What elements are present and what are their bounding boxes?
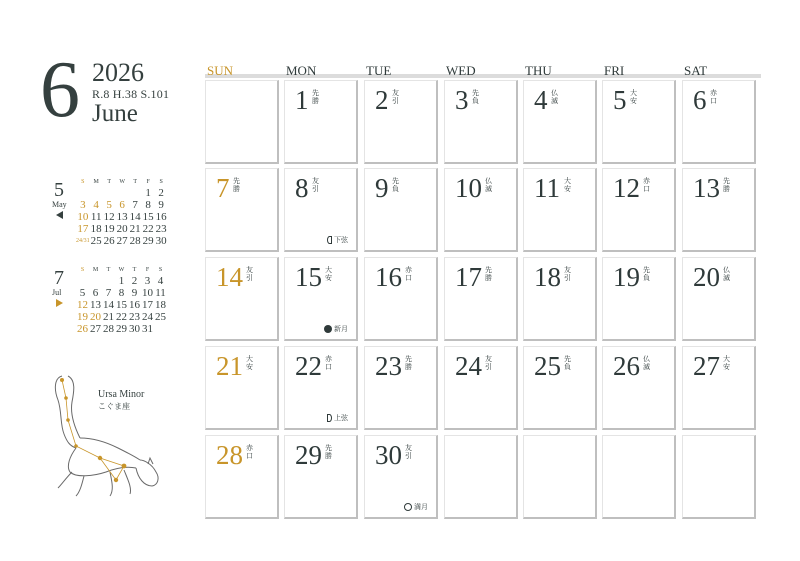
- day-cell-27[interactable]: [682, 346, 756, 430]
- mini-day: 17: [142, 299, 153, 311]
- day-number: 3: [455, 85, 469, 115]
- day-cell-4[interactable]: [523, 80, 597, 164]
- rokuyo-label: 赤口: [405, 266, 412, 282]
- mini-day: 29: [142, 235, 154, 247]
- mini-day: 25: [155, 311, 166, 323]
- mini-weekday-label: F: [146, 179, 150, 185]
- mini-weekday-label: M: [93, 179, 99, 185]
- triangle-left-icon: [56, 211, 63, 219]
- mini-day: 28: [129, 235, 141, 247]
- rokuyo-label: 先勝: [723, 177, 730, 193]
- day-cell-17[interactable]: [444, 257, 518, 341]
- mini-day: 11: [155, 287, 166, 299]
- rokuyo-label: 友引: [312, 177, 319, 193]
- mini-day: 3: [80, 199, 86, 211]
- day-cell-7[interactable]: [205, 168, 279, 252]
- rokuyo-label: 先勝: [325, 444, 332, 460]
- mini-day: 26: [77, 323, 88, 335]
- mini-day: 30: [155, 235, 167, 247]
- mini-day: 21: [103, 311, 114, 323]
- mini-day: 12: [103, 211, 115, 223]
- day-cell-30[interactable]: [364, 435, 438, 519]
- mini-day: 1: [118, 275, 125, 287]
- mini-day: 22: [142, 223, 154, 235]
- day-cell-8[interactable]: [284, 168, 358, 252]
- mini-day: [154, 323, 167, 335]
- day-number: 8: [295, 173, 309, 203]
- mini-weekday-label: T: [106, 267, 111, 273]
- day-cell-6[interactable]: [682, 80, 756, 164]
- mini-weekday-label: S: [159, 179, 163, 185]
- mini-day: 20: [90, 311, 101, 323]
- day-cell-14[interactable]: [205, 257, 279, 341]
- day-number: 11: [534, 173, 560, 203]
- day-number: 4: [534, 85, 548, 115]
- day-number: 30: [375, 440, 402, 470]
- mini-day: 7: [105, 287, 112, 299]
- day-cell-21[interactable]: [205, 346, 279, 430]
- mini-day: 12: [77, 299, 88, 311]
- mini-day: 28: [103, 323, 114, 335]
- mini-day: 8: [145, 199, 151, 211]
- rokuyo-label: 赤口: [325, 355, 332, 371]
- mini-day: 27: [90, 323, 101, 335]
- mini-day: [129, 187, 142, 199]
- last-quarter-moon-icon: [327, 236, 332, 244]
- full-moon-icon: [404, 503, 412, 511]
- day-number: 28: [216, 440, 243, 470]
- rokuyo-label: 大安: [630, 89, 637, 105]
- mini-day: 24: [142, 311, 153, 323]
- day-cell-9[interactable]: [364, 168, 438, 252]
- day-number: 19: [613, 262, 640, 292]
- mini-day: 2: [158, 187, 164, 199]
- mini-weekday-label: F: [145, 267, 150, 273]
- mini-day: 5: [106, 199, 112, 211]
- mini-calendar-grid: [76, 178, 168, 247]
- rokuyo-label: 先勝: [485, 266, 492, 282]
- mini-day: 6: [119, 199, 125, 211]
- mini-day: 9: [158, 199, 164, 211]
- rokuyo-label: 仏滅: [551, 89, 558, 105]
- day-number: 10: [455, 173, 482, 203]
- mini-weekday-label: T: [133, 179, 137, 185]
- mini-day: 14: [103, 299, 114, 311]
- mini-day: 16: [155, 211, 167, 223]
- moon-phase: [327, 235, 348, 245]
- mini-day: 6: [92, 287, 99, 299]
- moon-phase-label: 下弦: [334, 236, 348, 244]
- day-number: 17: [455, 262, 482, 292]
- day-number: 1: [295, 85, 309, 115]
- mini-day: 20: [116, 223, 128, 235]
- mini-weekday-label: S: [81, 179, 85, 185]
- day-cell-2[interactable]: [364, 80, 438, 164]
- day-cell-23[interactable]: [364, 346, 438, 430]
- mini-day: 2: [131, 275, 138, 287]
- day-number: 23: [375, 351, 402, 381]
- ursa-minor-bear-illustration: [40, 368, 170, 518]
- mini-day: 15: [142, 211, 154, 223]
- mini-month-name: Jul: [52, 288, 62, 297]
- mini-weekday-label: M: [92, 267, 99, 273]
- day-cell-11[interactable]: [523, 168, 597, 252]
- moon-phase: [324, 324, 348, 334]
- mini-day: 18: [155, 299, 166, 311]
- mini-day: 19: [103, 223, 115, 235]
- mini-day: [102, 275, 115, 287]
- rokuyo-label: 仏滅: [723, 266, 730, 282]
- weekday-label-tue: TUE: [366, 63, 392, 78]
- mini-day: 31: [142, 323, 153, 335]
- mini-day: 7: [132, 199, 138, 211]
- day-number: 25: [534, 351, 561, 381]
- mini-day: [89, 275, 102, 287]
- mini-month-number: 7: [54, 267, 64, 289]
- mini-day: 15: [116, 299, 127, 311]
- day-number: 29: [295, 440, 322, 470]
- weekday-label-mon: MON: [286, 63, 317, 78]
- mini-day: 25: [90, 235, 102, 247]
- day-number: 26: [613, 351, 640, 381]
- day-cell-20[interactable]: [682, 257, 756, 341]
- day-number: 13: [693, 173, 720, 203]
- weekday-label-sun: SUN: [207, 63, 234, 78]
- moon-phase: [327, 413, 348, 423]
- weekday-label-thu: THU: [525, 63, 552, 78]
- day-cell-25[interactable]: [523, 346, 597, 430]
- day-cell-5[interactable]: [602, 80, 676, 164]
- year-label: 2026: [92, 58, 144, 87]
- day-number: 14: [216, 262, 243, 292]
- mini-day: 10: [77, 211, 89, 223]
- month-name: June: [92, 100, 138, 127]
- mini-day: 27: [116, 235, 128, 247]
- new-moon-icon: [324, 325, 332, 333]
- mini-weekday-label: S: [158, 267, 163, 273]
- day-number: 5: [613, 85, 627, 115]
- empty-day-cell: [205, 80, 279, 164]
- empty-day-cell: [602, 435, 676, 519]
- mini-day: 29: [116, 323, 127, 335]
- day-cell-16[interactable]: [364, 257, 438, 341]
- day-cell-15[interactable]: [284, 257, 358, 341]
- day-cell-13[interactable]: [682, 168, 756, 252]
- mini-day: 18: [90, 223, 102, 235]
- month-number: 6: [40, 46, 80, 134]
- rokuyo-label: 友引: [392, 89, 399, 105]
- empty-day-cell: [682, 435, 756, 519]
- mini-day: 23: [155, 223, 167, 235]
- mini-day: 19: [77, 311, 88, 323]
- rokuyo-label: 先勝: [233, 177, 240, 193]
- rokuyo-label: 先負: [643, 266, 650, 282]
- day-cell-3[interactable]: [444, 80, 518, 164]
- mini-weekday-label: T: [132, 267, 137, 273]
- mini-day: 16: [129, 299, 140, 311]
- day-number: 22: [295, 351, 322, 381]
- mini-weekday-label: S: [80, 267, 85, 273]
- day-cell-24[interactable]: [444, 346, 518, 430]
- rokuyo-label: 友引: [485, 355, 492, 371]
- day-number: 12: [613, 173, 640, 203]
- mini-day: 4: [157, 275, 164, 287]
- mini-day: [76, 275, 89, 287]
- day-number: 6: [693, 85, 707, 115]
- rokuyo-label: 大安: [246, 355, 253, 371]
- day-cell-1[interactable]: [284, 80, 358, 164]
- mini-day: [116, 187, 129, 199]
- day-cell-22[interactable]: [284, 346, 358, 430]
- mini-day: 14: [129, 211, 141, 223]
- day-number: 24: [455, 351, 482, 381]
- rokuyo-label: 大安: [723, 355, 730, 371]
- mini-day: [90, 187, 103, 199]
- day-number: 21: [216, 351, 243, 381]
- constellation-name: Ursa Minor: [98, 389, 145, 400]
- rokuyo-label: 仏滅: [643, 355, 650, 371]
- mini-day: 21: [129, 223, 141, 235]
- day-number: 20: [693, 262, 720, 292]
- mini-day: [76, 187, 90, 199]
- mini-day: 13: [116, 211, 128, 223]
- day-cell-10[interactable]: [444, 168, 518, 252]
- mini-weekday-label: T: [107, 179, 111, 185]
- mini-calendar-grid: [76, 266, 167, 335]
- weekday-label-sat: SAT: [684, 63, 708, 78]
- rokuyo-label: 先負: [564, 355, 571, 371]
- rokuyo-label: 赤口: [643, 177, 650, 193]
- mini-day: 17: [77, 223, 89, 235]
- mini-day: 8: [118, 287, 125, 299]
- moon-phase-label: 満月: [414, 503, 428, 511]
- constellation-name-jp: こぐま座: [98, 402, 130, 411]
- empty-day-cell: [523, 435, 597, 519]
- day-number: 27: [693, 351, 720, 381]
- day-number: 16: [375, 262, 402, 292]
- rokuyo-label: 仏滅: [485, 177, 492, 193]
- day-number: 7: [216, 173, 230, 203]
- rokuyo-label: 赤口: [246, 444, 253, 460]
- mini-day: 5: [79, 287, 86, 299]
- mini-day: 11: [90, 211, 102, 223]
- day-cell-26[interactable]: [602, 346, 676, 430]
- mini-day: [103, 187, 116, 199]
- moon-phase-label: 新月: [334, 325, 348, 333]
- rokuyo-label: 友引: [564, 266, 571, 282]
- day-number: 2: [375, 85, 389, 115]
- rokuyo-label: 赤口: [710, 89, 717, 105]
- mini-day: 30: [129, 323, 140, 335]
- era-years: R.8 H.38 S.101: [92, 87, 170, 101]
- weekday-label-fri: FRI: [604, 63, 625, 78]
- rokuyo-label: 大安: [564, 177, 571, 193]
- mini-day: 26: [103, 235, 115, 247]
- moon-phase-label: 上弦: [334, 414, 348, 422]
- first-quarter-moon-icon: [327, 414, 332, 422]
- mini-day: 22: [116, 311, 127, 323]
- moon-phase: [404, 502, 428, 512]
- mini-day: 4: [93, 199, 99, 211]
- mini-day: 1: [145, 187, 151, 199]
- mini-day: 3: [144, 275, 151, 287]
- rokuyo-label: 先負: [472, 89, 479, 105]
- day-cell-28[interactable]: [205, 435, 279, 519]
- triangle-right-icon: [56, 299, 63, 307]
- day-cell-18[interactable]: [523, 257, 597, 341]
- day-cell-19[interactable]: [602, 257, 676, 341]
- rokuyo-label: 先負: [392, 177, 399, 193]
- day-number: 18: [534, 262, 561, 292]
- mini-day: 9: [131, 287, 138, 299]
- mini-day: 24/31: [76, 238, 90, 244]
- mini-weekday-label: W: [119, 179, 125, 185]
- rokuyo-label: 先勝: [312, 89, 319, 105]
- rokuyo-label: 大安: [325, 266, 332, 282]
- day-number: 9: [375, 173, 389, 203]
- empty-day-cell: [444, 435, 518, 519]
- mini-month-name: May: [52, 200, 67, 209]
- day-number: 15: [295, 262, 322, 292]
- day-cell-12[interactable]: [602, 168, 676, 252]
- mini-day: 23: [129, 311, 140, 323]
- weekday-label-wed: WED: [446, 63, 476, 78]
- rokuyo-label: 友引: [246, 266, 253, 282]
- day-cell-29[interactable]: [284, 435, 358, 519]
- mini-weekday-label: W: [118, 267, 125, 273]
- mini-day: 13: [90, 299, 101, 311]
- mini-month-number: 5: [54, 179, 64, 201]
- rokuyo-label: 先勝: [405, 355, 412, 371]
- mini-day: 10: [142, 287, 153, 299]
- rokuyo-label: 友引: [405, 444, 412, 460]
